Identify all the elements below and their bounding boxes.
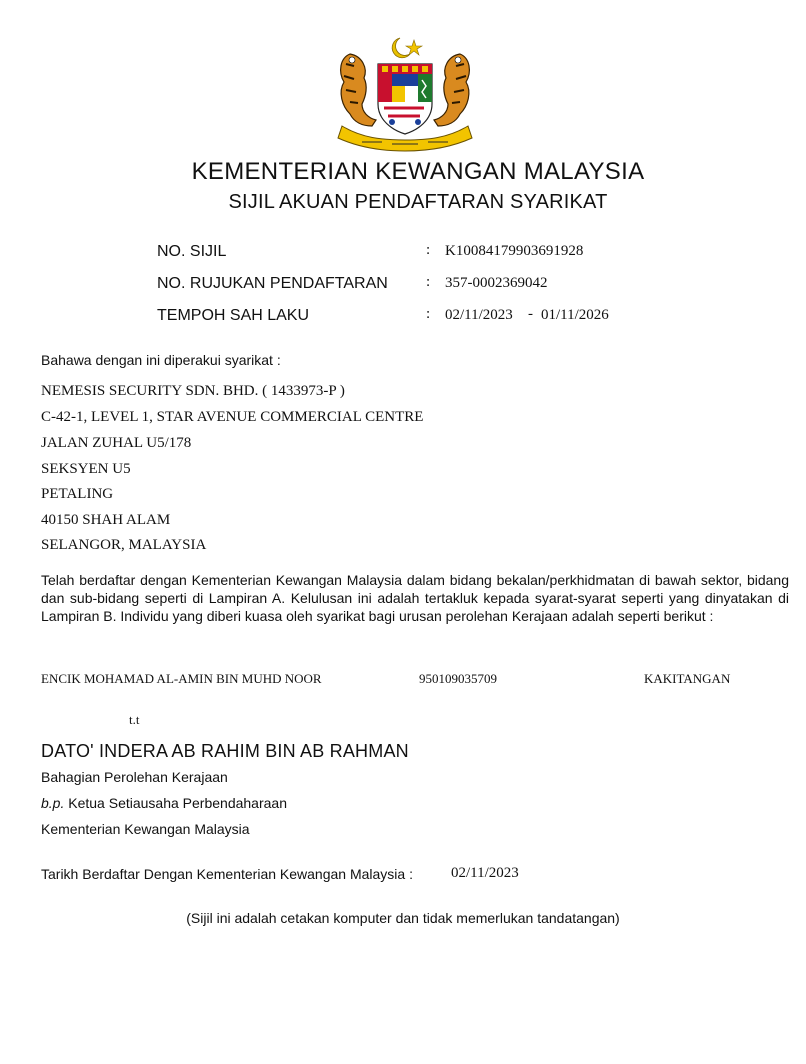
signatory-ministry: Kementerian Kewangan Malaysia xyxy=(41,821,250,837)
malaysia-coat-of-arms-icon xyxy=(332,34,478,152)
registered-date-label: Tarikh Berdaftar Dengan Kementerian Kewangan Malaysia : xyxy=(41,866,413,882)
tt-mark: t.t xyxy=(129,712,140,727)
no-rujukan-colon: : xyxy=(426,274,431,290)
tempoh-dash: - xyxy=(528,306,533,322)
no-sijil-label: NO. SIJIL xyxy=(157,243,227,260)
no-sijil-value: K10084179903691928 xyxy=(445,243,584,259)
intro-text: Bahawa dengan ini diperakui syarikat : xyxy=(41,352,281,368)
authorized-name: ENCIK MOHAMAD AL-AMIN BIN MUHD NOOR xyxy=(41,671,322,686)
address-line: JALAN ZUHAL U5/178 xyxy=(41,435,192,451)
authorized-ic: 950109035709 xyxy=(419,671,497,686)
ministry-title: KEMENTERIAN KEWANGAN MALAYSIA xyxy=(191,158,645,185)
certificate-title: SIJIL AKUAN PENDAFTARAN SYARIKAT xyxy=(228,191,608,213)
tempoh-end-date: 01/11/2026 xyxy=(541,307,609,323)
tempoh-start-date: 02/11/2023 xyxy=(445,307,513,323)
signatory-title: Ketua Setiausaha Perbendaharaan xyxy=(68,795,287,811)
signatory-name: DATO' INDERA AB RAHIM BIN AB RAHMAN xyxy=(41,741,409,761)
no-sijil-colon: : xyxy=(426,242,431,258)
tempoh-label: TEMPOH SAH LAKU xyxy=(157,307,310,324)
footer-note: (Sijil ini adalah cetakan komputer dan tidak memerlukan tandatangan) xyxy=(186,910,620,926)
no-rujukan-label: NO. RUJUKAN PENDAFTARAN xyxy=(157,275,388,292)
registered-date-value: 02/11/2023 xyxy=(451,865,519,881)
address-line: C-42-1, LEVEL 1, STAR AVENUE COMMERCIAL CENTRE xyxy=(41,409,424,425)
signatory-division: Bahagian Perolehan Kerajaan xyxy=(41,769,228,785)
registration-paragraph: Telah berdaftar dengan Kementerian Kewangan Malaysia dalam bidang bekalan/perkhidmatan di bawah sektor, bidang dan sub-bidang seperti di Lampiran A. Kelulusan ini adalah tertakluk kepada syarat-syarat seperti yang dinyatakan di Lampiran B. Individu yang diberi kuasa oleh syarikat bagi urusan perolehan Kerajaan adalah seperti berikut : xyxy=(41,572,789,624)
address-line: 40150 SHAH ALAM xyxy=(41,512,171,528)
authorized-role: KAKITANGAN xyxy=(644,671,731,686)
address-line: SELANGOR, MALAYSIA xyxy=(41,537,207,553)
tempoh-colon: : xyxy=(426,306,431,322)
address-line: SEKSYEN U5 xyxy=(41,461,131,477)
company-name: NEMESIS SECURITY SDN. BHD. ( 1433973-P ) xyxy=(41,383,345,399)
no-rujukan-value: 357-0002369042 xyxy=(445,275,548,291)
bp-prefix: b.p. xyxy=(41,795,65,811)
signatory-title-line xyxy=(41,795,287,811)
address-line: PETALING xyxy=(41,486,114,502)
